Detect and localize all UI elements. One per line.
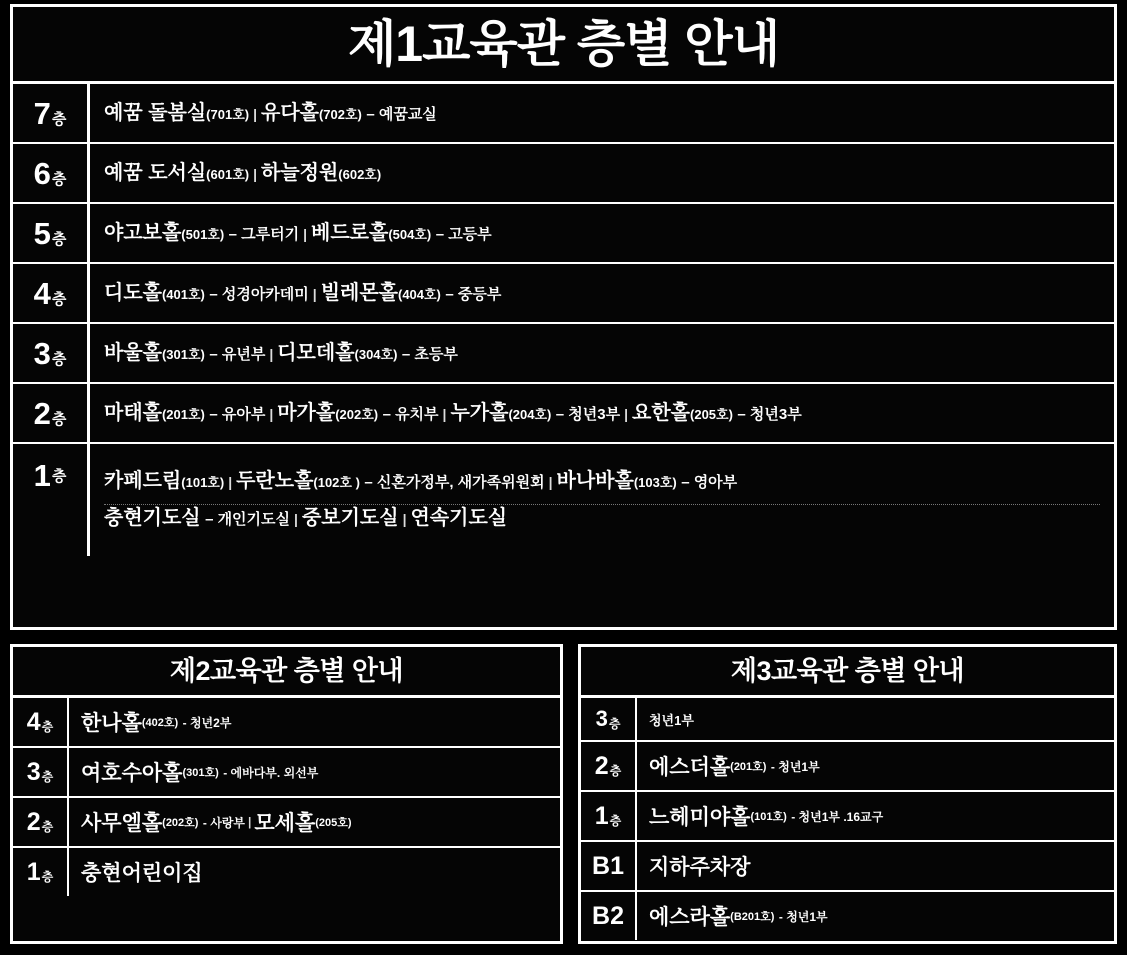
room-number: (601호)	[206, 166, 250, 182]
floor-row-4	[13, 264, 1114, 324]
room-line	[104, 220, 1100, 247]
room-name: 예꿈 도서실	[104, 161, 207, 184]
separator: |	[248, 815, 252, 829]
floor-suffix: 층	[51, 230, 67, 248]
separator: |	[548, 474, 553, 490]
floor-number: B1	[592, 851, 624, 880]
floor-label-2	[13, 798, 69, 846]
room-desc: – 예꿈교실	[366, 105, 437, 123]
floor-number: 7	[33, 95, 51, 131]
room-desc: - 청년1부 .16교구	[791, 809, 884, 824]
room-number: (205호)	[315, 817, 352, 829]
room-desc: – 성경아카데미	[209, 285, 309, 303]
room-line	[104, 468, 1100, 495]
room-name: 모세홀	[254, 812, 316, 835]
floor-label-7	[13, 84, 90, 142]
floor-suffix: 층	[51, 290, 67, 308]
room-desc: – 초등부	[401, 345, 458, 363]
floor-label-1	[581, 792, 637, 840]
floor-row-2	[13, 384, 1114, 444]
building-1-title: 제1교육관 층별 안내	[348, 16, 779, 72]
room-number: (702호)	[318, 106, 362, 122]
floor-content-b1	[637, 842, 1114, 890]
floor-label-4	[13, 264, 90, 322]
separator: |	[228, 474, 233, 490]
room-name: 바울홀	[104, 341, 162, 364]
room-desc: – 중등부	[445, 285, 502, 303]
floor-number: 1	[33, 458, 51, 493]
separator: |	[624, 405, 629, 422]
room-name: 한나홀	[81, 712, 142, 735]
room-desc: - 청년1부	[778, 909, 828, 924]
floor-row-4	[13, 698, 560, 748]
room-number: (504호)	[388, 226, 432, 242]
room-desc: – 그루터기	[228, 225, 300, 243]
floor-row-2	[13, 798, 560, 848]
floor-suffix: 층	[51, 468, 67, 485]
room-number: (101호)	[181, 475, 225, 490]
separator: |	[402, 511, 407, 527]
room-name: 예꿈 돌봄실	[104, 101, 207, 124]
building-2-panel	[10, 644, 563, 944]
floor-number: B2	[592, 901, 624, 930]
room-line	[104, 400, 1100, 427]
floor-label-3	[581, 698, 637, 740]
floor-number: 2	[594, 751, 609, 780]
floor-label-3	[13, 324, 90, 382]
floor-number: 4	[26, 707, 41, 736]
separator: |	[269, 405, 274, 422]
floor-suffix: 층	[609, 763, 622, 778]
room-number: (501호)	[181, 226, 225, 242]
room-desc: – 영아부	[681, 474, 738, 491]
building-2-title: 제2교육관 층별 안내	[169, 656, 404, 686]
floor-suffix: 층	[51, 350, 67, 368]
room-desc: - 에바다부. 외선부	[223, 765, 319, 780]
room-line	[104, 340, 1100, 367]
floor-row-7	[13, 84, 1114, 144]
floor-number: 1	[26, 857, 41, 886]
room-name: 요한홀	[632, 401, 691, 424]
floor-suffix: 층	[41, 769, 54, 784]
room-number: (301호)	[182, 767, 219, 779]
room-desc: – 청년3부	[737, 405, 802, 423]
floor-label-b2	[581, 892, 637, 940]
floor-row-6	[13, 144, 1114, 204]
separator: |	[312, 285, 317, 302]
room-desc: – 신혼가정부, 새가족위원회	[364, 474, 545, 491]
floor-suffix: 층	[41, 869, 54, 884]
floor-suffix: 층	[51, 410, 67, 428]
room-name: 디도홀	[104, 281, 162, 304]
room-number: (401호)	[161, 286, 205, 302]
floor-row-3	[13, 324, 1114, 384]
floor-row-3	[581, 698, 1114, 742]
room-name: 지하주차장	[649, 856, 751, 879]
room-name: 충현기도실	[104, 507, 201, 529]
room-number: (602호)	[338, 166, 382, 182]
room-number: (301호)	[161, 346, 205, 362]
floor-suffix: 층	[609, 813, 622, 828]
room-name: 사무엘홀	[81, 812, 163, 835]
room-desc: - 청년2부	[182, 715, 232, 730]
room-desc: – 개인기도실	[205, 511, 291, 528]
room-number: (204호)	[508, 406, 552, 422]
room-name: 빌레몬홀	[320, 281, 398, 304]
room-name: 마태홀	[104, 401, 162, 424]
building-3-panel	[578, 644, 1117, 944]
floor-number: 3	[33, 335, 51, 371]
room-name: 마가홀	[277, 401, 336, 424]
floor-row-2	[581, 742, 1114, 792]
floor-suffix: 층	[51, 170, 67, 188]
room-name: 유다홀	[261, 101, 319, 124]
room-number: (701호)	[206, 106, 250, 122]
floor-content-2	[69, 798, 560, 846]
building-1-floor-list	[13, 81, 1114, 556]
floor-number: 3	[26, 757, 41, 786]
room-desc: - 청년1부	[770, 759, 820, 774]
floor-content-3	[637, 698, 1114, 740]
room-desc: – 고등부	[435, 225, 492, 243]
separator: |	[269, 345, 274, 362]
floor-row-3	[13, 748, 560, 798]
floor-content-4	[69, 698, 560, 746]
building-3-title: 제3교육관 층별 안내	[730, 656, 965, 686]
room-desc: – 유아부	[209, 405, 266, 423]
separator: |	[294, 511, 298, 527]
floor-suffix: 층	[41, 819, 54, 834]
room-name: 에스더홀	[649, 756, 731, 779]
room-number: (202호)	[162, 817, 199, 829]
room-name: 바나바홀	[556, 470, 634, 492]
room-number: (B201호)	[730, 911, 775, 923]
room-number: (102호 )	[313, 475, 360, 490]
floor-label-2	[581, 742, 637, 790]
room-number: (103호)	[633, 475, 677, 490]
floor-row-b1	[581, 842, 1114, 892]
room-name: 청년1부	[649, 712, 694, 728]
building-1-panel	[10, 4, 1117, 630]
room-name: 누가홀	[450, 401, 509, 424]
floor-row-1	[581, 792, 1114, 842]
floor-content-1	[69, 848, 560, 896]
floor-label-5	[13, 204, 90, 262]
room-number: (201호)	[730, 761, 767, 773]
room-name: 에스라홀	[649, 906, 731, 929]
floor-row-1	[13, 444, 1114, 556]
room-name: 카페드림	[104, 470, 182, 492]
room-number: (201호)	[161, 406, 205, 422]
room-number: (304호)	[354, 346, 398, 362]
separator: |	[442, 405, 447, 422]
room-line	[104, 100, 1100, 127]
floor-content-3	[69, 748, 560, 796]
floor-label-4	[13, 698, 69, 746]
floor-label-6	[13, 144, 90, 202]
floor-label-3	[13, 748, 69, 796]
room-name: 디모데홀	[277, 341, 355, 364]
floor-content-4	[90, 264, 1114, 322]
room-desc: - 사랑부	[202, 815, 246, 830]
room-number: (402호)	[141, 717, 179, 729]
floor-suffix: 층	[608, 716, 621, 731]
room-line	[104, 160, 1100, 187]
floor-content-2	[637, 742, 1114, 790]
room-name: 느헤미야홀	[649, 806, 751, 829]
building-3-floor-list	[581, 695, 1114, 940]
separator: |	[253, 165, 257, 182]
room-number: (101호)	[750, 811, 787, 823]
floor-number: 6	[33, 155, 51, 191]
floor-number: 2	[26, 807, 41, 836]
floor-content-6	[90, 144, 1114, 202]
floor-row-b2	[581, 892, 1114, 940]
room-name: 야고보홀	[104, 221, 182, 244]
floor-content-b2	[637, 892, 1114, 940]
room-name: 충현어린이집	[81, 862, 203, 885]
room-line	[104, 280, 1100, 307]
room-number: (205호)	[690, 406, 733, 422]
floor-number: 3	[595, 706, 608, 731]
floor-content-2	[90, 384, 1114, 442]
room-desc: – 유년부	[209, 345, 266, 363]
floor-row-5	[13, 204, 1114, 264]
separator: |	[253, 105, 257, 122]
room-number: (202호)	[335, 406, 379, 422]
room-name: 두란노홀	[236, 470, 314, 492]
floor-content-5	[90, 204, 1114, 262]
floor-content-7	[90, 84, 1114, 142]
floor-number: 5	[33, 215, 51, 251]
floor-number: 4	[33, 275, 51, 311]
room-desc: – 유치부	[382, 405, 439, 423]
floor-label-1	[13, 444, 90, 556]
floor-content-3	[90, 324, 1114, 382]
floor-suffix: 층	[51, 110, 67, 128]
floor-content-1	[637, 792, 1114, 840]
floor-number: 1	[594, 801, 609, 830]
floor-label-1	[13, 848, 69, 896]
floor-suffix: 층	[41, 719, 54, 734]
room-name: 중보기도실	[301, 507, 399, 529]
room-desc: – 청년3부	[555, 405, 621, 423]
room-name: 베드로홀	[311, 221, 389, 244]
floor-number: 2	[33, 395, 51, 431]
room-line	[104, 505, 1100, 532]
floor-label-b1	[581, 842, 637, 890]
floor-row-1	[13, 848, 560, 896]
separator: |	[303, 225, 308, 242]
room-name: 연속기도실	[410, 507, 508, 529]
floor-label-2	[13, 384, 90, 442]
building-2-floor-list	[13, 695, 560, 896]
room-name: 여호수아홀	[81, 762, 183, 785]
floor-content-1	[90, 444, 1114, 556]
room-name: 하늘정원	[261, 161, 339, 184]
room-number: (404호)	[397, 286, 441, 302]
